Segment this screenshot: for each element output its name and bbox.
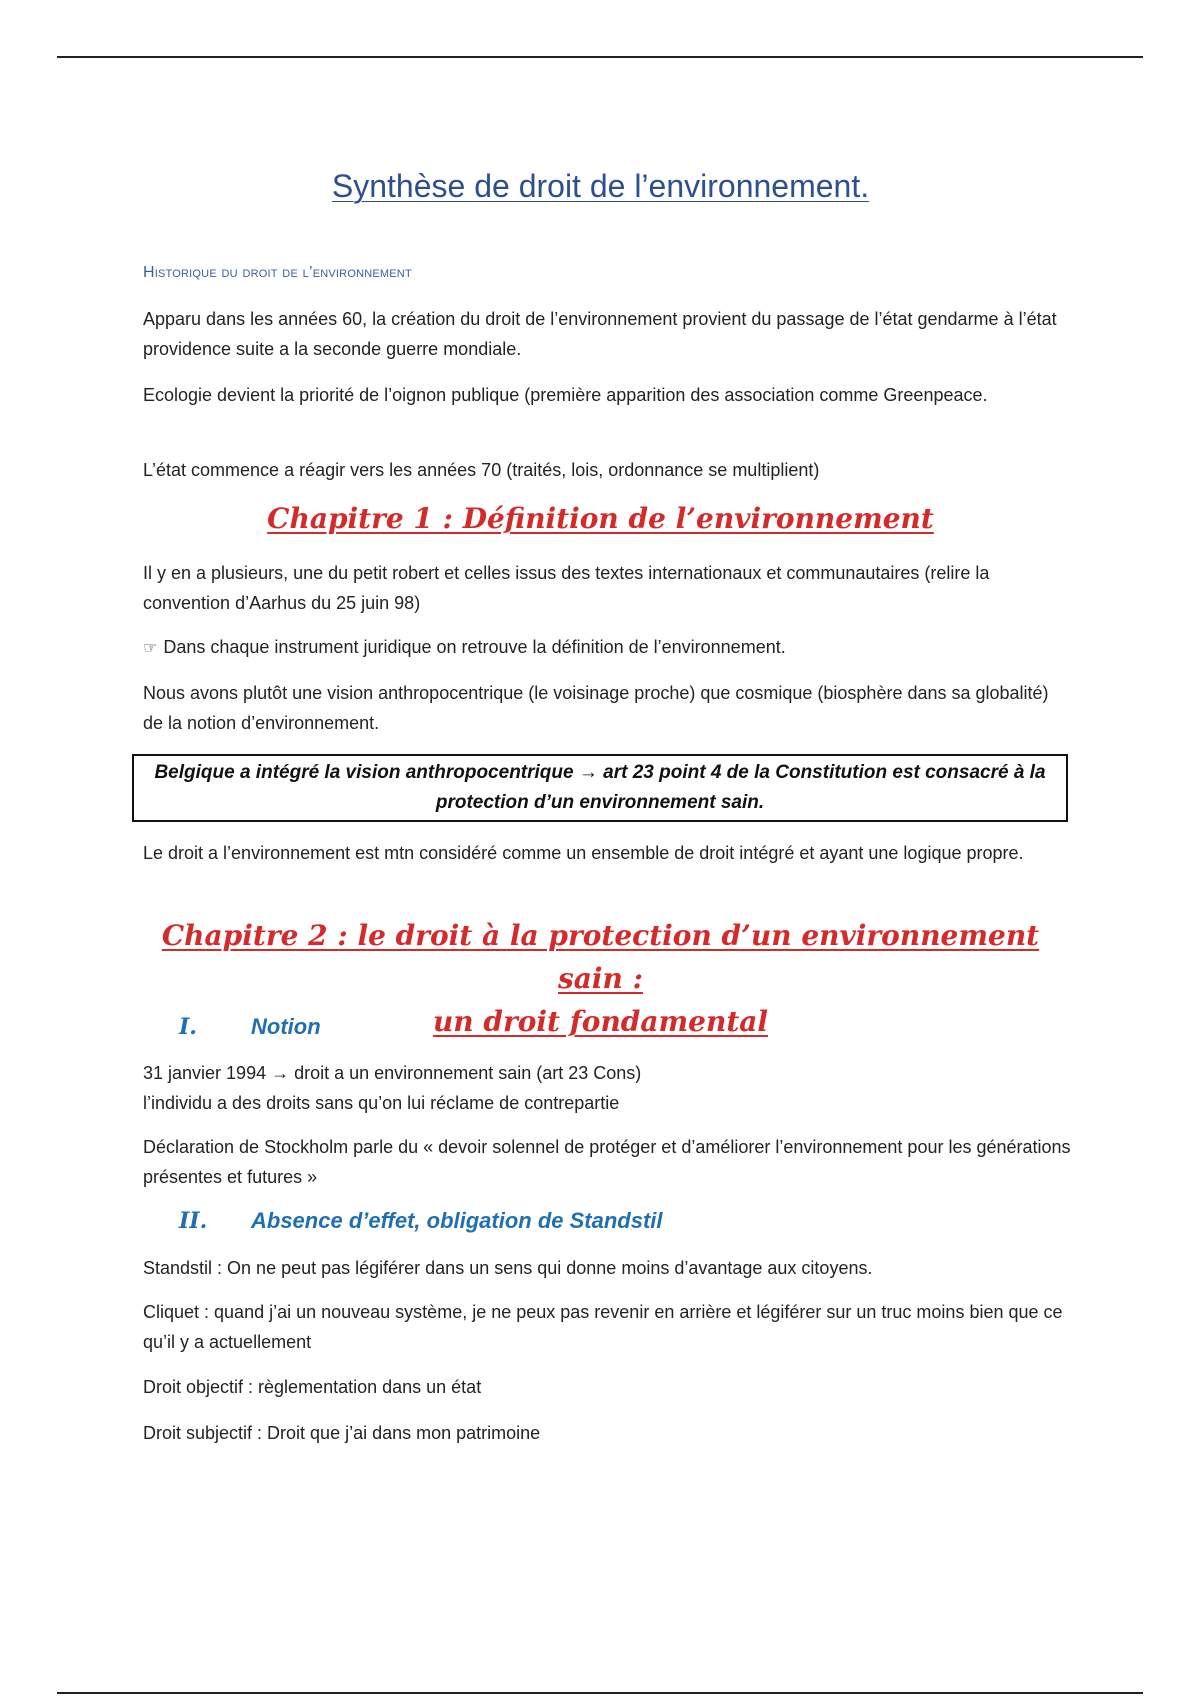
section-heading-notion (179, 1014, 321, 1040)
notion-line-2: l’individu a des droits sans qu’on lui réclame de contrepartie (143, 1093, 620, 1113)
top-rule (57, 56, 1143, 58)
chapter-1-paragraph-3: Le droit a l’environnement est mtn considéré comme un ensemble de droit intégré et ayant une logique propre. (143, 843, 1024, 863)
section-number: I. (179, 1014, 197, 1040)
chapter-1-note-text: Dans chaque instrument juridique on retrouve la définition de l’environnement. (163, 637, 786, 657)
historique-paragraph-3: L’état commence a réagir vers les années 70 (traités, lois, ordonnance se multiplient) (143, 460, 820, 480)
section-heading-standstil (179, 1208, 663, 1234)
section-heading-historique: Historique du droit de l’environnement (143, 264, 412, 281)
notion-paragraph-1 (143, 1058, 1073, 1118)
standstil-paragraph-4: Droit subjectif : Droit que j’ai dans mon patrimoine (143, 1423, 541, 1443)
highlight-box-text: Belgique a intégré la vision anthropocentrique → art 23 point 4 de la Constitution est consacré à la protection d’un environnement sain. (154, 762, 1046, 813)
chapter-1-note (143, 632, 1073, 664)
standstil-paragraph-1: Standstil : On ne peut pas légiférer dans un sens qui donne moins d’avantage aux citoyens. (143, 1258, 873, 1278)
historique-paragraph-2: Ecologie devient la priorité de l’oignon publique (première apparition des association comme Greenpeace. (143, 385, 988, 405)
historique-paragraph-1: Apparu dans les années 60, la création du droit de l’environnement provient du passage de l’état gendarme à l’état providence suite a la seconde guerre mondiale. (143, 309, 1057, 359)
section-number: II. (179, 1208, 208, 1234)
pointing-hand-icon: ☞ (143, 640, 158, 657)
chapter-1-paragraph-1: Il y en a plusieurs, une du petit robert et celles issus des textes internationaux et communautaires (relire la convention d’Aarhus du 25 juin 98) (143, 563, 990, 613)
notion-paragraph-2: Déclaration de Stockholm parle du « devoir solennel de protéger et d’améliorer l’environnement pour les générations présentes et futures » (143, 1137, 1071, 1187)
chapter-1-paragraph-2: Nous avons plutôt une vision anthropocentrique (le voisinage proche) que cosmique (biosphère dans sa globalité) de la notion d’environnement. (143, 683, 1049, 733)
notion-line-1: 31 janvier 1994 → droit a un environnement sain (art 23 Cons) (143, 1063, 642, 1083)
standstil-paragraph-3: Droit objectif : règlementation dans un état (143, 1377, 482, 1397)
highlight-box (132, 754, 1068, 822)
bottom-rule (57, 1692, 1143, 1694)
document-title: Synthèse de droit de l’environnement. (331, 168, 870, 204)
chapter-1-title: Chapitre 1 : Définition de l’environnement (267, 502, 934, 535)
standstil-paragraph-2: Cliquet : quand j’ai un nouveau système, je ne peux pas revenir en arrière et légiférer sur un truc moins bien que ce qu’il y a actuellement (143, 1302, 1063, 1352)
chapter-2-title-line-2: un droit fondamental (432, 1005, 769, 1038)
section-label: Notion (251, 1014, 321, 1039)
chapter-2-title-line-1: Chapitre 2 : le droit à la protection d’un environnement sain : (161, 919, 1040, 995)
section-label: Absence d’effet, obligation de Standstil (251, 1208, 663, 1233)
